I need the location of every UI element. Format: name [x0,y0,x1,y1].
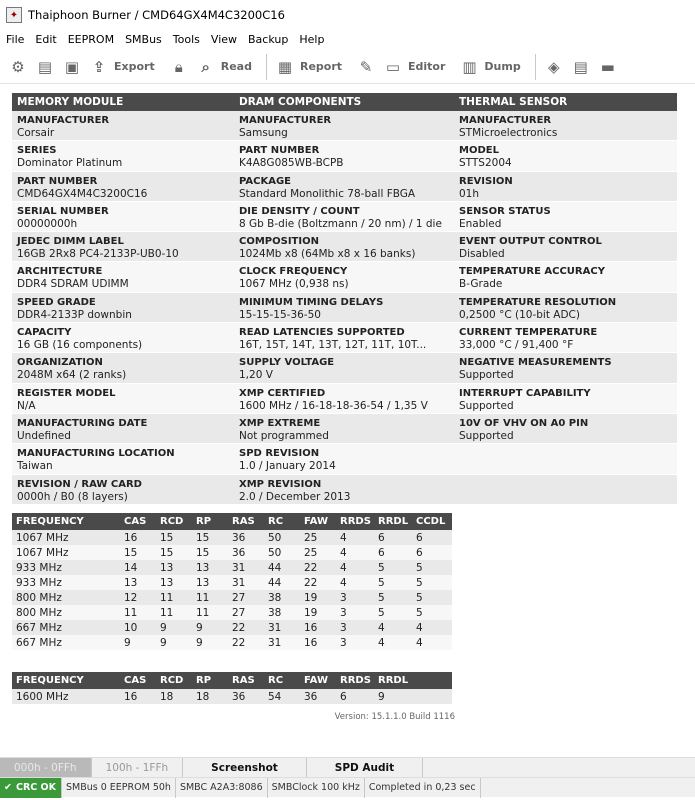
field-value[interactable]: 0,2500 °C (10-bit ADC) [459,308,580,321]
field-label: PART NUMBER [17,175,98,187]
table-cell: 14 [120,560,156,575]
table-cell: 5 [412,560,452,575]
table-cell: 15 [156,530,192,545]
menu-bar [0,30,695,48]
memory-module-row [12,293,234,323]
table-cell: 13 [156,575,192,590]
chip-icon[interactable]: ◈ [547,57,560,76]
thermal-sensor-row [454,232,677,262]
field-value[interactable]: N/A [17,399,36,412]
menu-eeprom[interactable]: EEPROM [67,32,115,46]
smbus-status: SMBus 0 EEPROM 50h [62,778,176,798]
table-cell: 800 MHz [12,590,120,605]
field-value[interactable]: Supported [459,369,514,382]
tab-000h-0ffh[interactable]: 000h - 0FFh [0,758,92,778]
table-cell: 25 [300,530,336,545]
field-value[interactable]: 01h [459,187,480,200]
crc-label: CRC OK [15,781,56,793]
table-cell: 22 [300,575,336,590]
table-cell: 11 [192,605,228,620]
field-value[interactable]: 1,20 V [239,369,273,382]
editor-label: Editor [408,60,446,73]
table-cell: 933 MHz [12,575,120,590]
status-bar [0,777,695,797]
table-cell: 6 [374,545,412,560]
window-title: Thaiphoon Burner / CMD64GX4M4C3200C16 [28,8,285,22]
dump-icon: ▥ [462,57,477,76]
field-label: SPEED GRADE [17,296,96,308]
tab-screenshot[interactable]: Screenshot [183,758,307,778]
thermal-sensor-row [454,111,677,141]
field-label: ARCHITECTURE [17,266,103,278]
table-cell: 1067 MHz [12,530,120,545]
column-header: RC [264,672,300,689]
toolbar-separator [266,54,267,80]
app-icon: ✦ [6,7,22,23]
table-row[interactable] [12,635,452,650]
editor-icon: ▭ [385,57,401,76]
table-cell: 5 [412,605,452,620]
table-header-row [12,672,452,689]
lock-icon[interactable]: 🔒︎ [174,57,183,76]
tools-icon[interactable]: ⚙ [11,57,25,76]
table-cell: 4 [336,575,374,590]
field-label: CAPACITY [17,327,72,339]
field-value[interactable]: STTS2004 [459,157,512,170]
thermal-sensor-row [454,141,677,171]
field-label: JEDEC DIMM LABEL [17,236,124,248]
table-header-row [12,513,452,530]
memory-module-row [12,172,234,202]
memory-module-row [12,353,234,383]
field-label: DIE DENSITY / COUNT [239,205,360,217]
table-cell: 5 [374,560,412,575]
column-header: CAS [120,672,156,689]
column-header: FREQUENCY [12,672,120,689]
table-cell: 1600 MHz [12,689,120,704]
field-value[interactable]: 16 GB (16 components) [17,339,143,352]
tab-100h-1ffh[interactable]: 100h - 1FFh [92,758,184,778]
table-row[interactable] [12,620,452,635]
field-value[interactable]: 2.0 / December 2013 [239,490,351,503]
table-row[interactable] [12,590,452,605]
field-value[interactable]: STMicroelectronics [459,127,558,139]
table-cell: 36 [228,530,264,545]
menu-help[interactable]: Help [299,32,325,46]
wrench-icon[interactable]: ✎ [359,57,373,76]
table-row[interactable] [12,575,452,590]
menu-backup[interactable]: Backup [248,32,289,46]
table-cell: 18 [156,689,192,704]
document-icon[interactable]: ▤ [573,57,588,76]
jedec-timings-table [12,513,452,650]
field-label: PART NUMBER [239,145,320,157]
table-cell: 5 [412,590,452,605]
column-header: CAS [120,513,156,530]
table-cell: 38 [264,605,300,620]
field-value[interactable]: 33,000 °C / 91,400 °F [459,339,574,352]
dram-components-column [234,93,454,505]
field-label: MANUFACTURING LOCATION [17,448,175,460]
field-label: MINIMUM TIMING DELAYS [239,296,384,308]
thermal-sensor-row [454,384,677,414]
dram-components-row [234,384,454,414]
thermal-sensor-row [454,262,677,292]
table-row[interactable] [12,689,452,704]
table-cell: 667 MHz [12,635,120,650]
table-cell: 933 MHz [12,560,120,575]
table-cell: 22 [300,560,336,575]
empty-row [454,444,677,474]
field-value[interactable]: 2048M x64 (2 ranks) [17,369,127,382]
field-label: XMP CERTIFIED [239,387,326,399]
dram-components-row [234,232,454,262]
field-label: PACKAGE [239,175,292,187]
table-cell: 27 [228,590,264,605]
report-label: Report [299,60,343,73]
export-label: Export [114,60,155,73]
memory-module-header: MEMORY MODULE [12,93,234,111]
field-value[interactable]: 00000000h [17,217,78,230]
field-label: SUPPLY VOLTAGE [239,357,335,369]
column-header: RRDS [336,513,374,530]
field-label: SENSOR STATUS [459,205,551,217]
table-cell: 13 [192,575,228,590]
column-header: RRDS [336,672,374,689]
field-label: INTERRUPT CAPABILITY [459,387,591,399]
table-cell: 6 [412,545,452,560]
field-value[interactable]: B-Grade [459,278,503,291]
table-cell: 54 [264,689,300,704]
menu-edit[interactable]: Edit [35,32,57,46]
table-cell: 15 [192,530,228,545]
field-label: TEMPERATURE RESOLUTION [459,296,617,308]
field-value[interactable]: DDR4 SDRAM UDIMM [17,278,129,291]
table-cell: 15 [156,545,192,560]
table-cell: 16 [300,635,336,650]
menu-tools[interactable]: Tools [172,32,200,46]
dump-label: Dump [484,60,521,73]
dram-components-row [234,475,454,505]
dram-components-header: DRAM COMPONENTS [234,93,454,111]
table-cell: 3 [336,620,374,635]
toolbar-separator [535,54,536,80]
field-value[interactable]: 0000h / B0 (8 layers) [17,490,128,503]
version-label: Version: 15.1.1.0 Build 1116 [334,712,455,722]
dram-components-row [234,323,454,353]
table-cell: 22 [228,635,264,650]
memory-module-row [12,202,234,232]
field-value[interactable]: 1024Mb x8 (64Mb x8 x 16 banks) [239,248,416,261]
table-cell: 13 [192,560,228,575]
table-cell: 31 [228,560,264,575]
table-cell: 15 [192,545,228,560]
thermal-sensor-header: THERMAL SENSOR [454,93,677,111]
table-cell: 9 [120,635,156,650]
table-row[interactable] [12,545,452,560]
field-value[interactable]: 16T, 15T, 14T, 13T, 12T, 11T, 10T... [239,339,427,352]
column-header: RC [264,513,300,530]
table-cell: 22 [228,620,264,635]
field-label: CLOCK FREQUENCY [239,266,348,278]
table-cell: 4 [374,620,412,635]
table-cell: 44 [264,575,300,590]
table-cell: 6 [374,530,412,545]
field-value[interactable]: 1.0 / January 2014 [239,460,336,473]
field-label: MANUFACTURING DATE [17,417,148,429]
field-label: MANUFACTURER [459,115,552,126]
field-value[interactable]: Taiwan [17,460,53,473]
table-cell: 12 [120,590,156,605]
table-cell: 13 [120,575,156,590]
column-header: RCD [156,672,192,689]
dump-button[interactable] [459,57,520,77]
table-cell: 3 [336,605,374,620]
thermal-sensor-row [454,353,677,383]
table-cell: 44 [264,560,300,575]
column-header: RAS [228,672,264,689]
save-icon[interactable]: ▣ [64,57,80,76]
field-value[interactable]: Dominator Platinum [17,157,123,170]
table-cell: 6 [412,530,452,545]
table-row[interactable] [12,530,452,545]
field-label: TEMPERATURE ACCURACY [459,266,605,278]
memory-module-row [12,475,234,505]
export-icon: ⇪ [92,57,106,76]
column-header: CCDL [412,513,452,530]
table-cell: 36 [228,545,264,560]
xmp-timings-table [12,672,452,704]
table-cell: 9 [192,635,228,650]
memory-module-row [12,232,234,262]
table-cell: 800 MHz [12,605,120,620]
field-label: COMPOSITION [239,236,319,248]
table-cell: 4 [412,620,452,635]
screen-icon[interactable]: ▬ [600,57,615,76]
thermal-sensor-column [454,93,677,505]
field-value[interactable]: Samsung [239,127,288,139]
table-cell: 15 [120,545,156,560]
table-cell: 3 [336,635,374,650]
field-label: SERIAL NUMBER [17,205,109,217]
column-header: RRDL [374,672,412,689]
field-value[interactable]: Standard Monolithic 78-ball FBGA [239,187,416,200]
table-cell: 4 [412,635,452,650]
table-cell: 50 [264,545,300,560]
empty-row [454,475,677,505]
field-label: SERIES [17,145,57,157]
column-header: RAS [228,513,264,530]
table-cell: 13 [156,560,192,575]
table-cell: 9 [156,620,192,635]
table-cell: 5 [374,605,412,620]
thermal-sensor-row [454,414,677,444]
column-header: RP [192,672,228,689]
field-value[interactable]: CMD64GX4M4C3200C16 [17,187,148,200]
table-cell: 31 [264,635,300,650]
field-label: NEGATIVE MEASUREMENTS [459,357,612,369]
field-label: REVISION / RAW CARD [17,478,142,490]
table-row[interactable] [12,605,452,620]
field-label: READ LATENCIES SUPPORTED [239,327,405,339]
memory-module-column [12,93,234,505]
field-label: XMP EXTREME [239,417,321,429]
field-value[interactable]: Enabled [459,217,502,230]
table-cell: 9 [192,620,228,635]
menu-smbus[interactable]: SMBus [125,32,162,46]
thermal-sensor-row [454,202,677,232]
thermal-sensor-row [454,172,677,202]
smbclock-status: SMBClock 100 kHz [268,778,365,798]
dram-components-row [234,262,454,292]
thermal-sensor-row [454,293,677,323]
field-value[interactable]: 15-15-15-36-50 [239,308,321,321]
field-label: ORGANIZATION [17,357,103,369]
table-cell: 31 [264,620,300,635]
table-cell: 11 [156,605,192,620]
table-row[interactable] [12,560,452,575]
dram-components-row [234,414,454,444]
field-label: XMP REVISION [239,478,322,490]
field-value[interactable]: Undefined [17,429,71,442]
open-folder-icon[interactable]: ▤ [37,57,53,76]
tab-spd-audit[interactable]: SPD Audit [307,758,423,778]
field-value[interactable]: 8 Gb B-die (Boltzmann / 20 nm) / 1 die [239,217,442,230]
memory-module-row [12,323,234,353]
field-label: CURRENT TEMPERATURE [459,327,598,339]
field-value[interactable]: Disabled [459,248,505,261]
field-label: REGISTER MODEL [17,387,116,399]
menu-file[interactable]: File [6,32,25,46]
field-label: SPD REVISION [239,448,320,460]
tab-bar [0,757,695,777]
field-value[interactable]: Corsair [17,127,55,139]
memory-module-row [12,262,234,292]
table-cell: 4 [336,530,374,545]
column-header-empty [412,672,452,689]
dram-components-row [234,444,454,474]
field-label: MANUFACTURER [239,115,332,126]
table-cell: 50 [264,530,300,545]
field-label: REVISION [459,175,513,187]
table-cell: 10 [120,620,156,635]
column-header: FAW [300,672,336,689]
report-button[interactable] [275,57,342,77]
table-cell: 31 [228,575,264,590]
table-cell-empty [412,689,452,704]
memory-module-row [12,414,234,444]
dram-components-row [234,141,454,171]
table-cell: 38 [264,590,300,605]
completed-status: Completed in 0,23 sec [365,778,481,798]
memory-module-row [12,384,234,414]
field-value[interactable]: K4A8G085WB-BCPB [239,157,344,170]
table-cell: 11 [156,590,192,605]
table-cell: 9 [374,689,412,704]
memory-module-row [12,111,234,141]
read-icon: ⌕ [201,57,210,76]
field-value[interactable]: 16GB 2Rx8 PC4-2133P-UB0-10 [17,248,179,261]
table-cell: 27 [228,605,264,620]
memory-module-row [12,444,234,474]
dram-components-row [234,353,454,383]
table-cell: 6 [336,689,374,704]
read-button[interactable] [196,57,252,77]
table-cell: 3 [336,590,374,605]
editor-button[interactable] [383,57,445,77]
menu-view[interactable]: View [210,32,238,46]
crc-status [0,778,62,798]
field-value[interactable]: Supported [459,399,514,412]
dram-components-row [234,111,454,141]
table-cell: 11 [120,605,156,620]
title-bar [0,0,695,30]
column-header: RRDL [374,513,412,530]
column-header: RCD [156,513,192,530]
column-header: RP [192,513,228,530]
check-icon: ✔ [4,781,12,793]
export-button[interactable] [89,57,155,77]
column-header: FREQUENCY [12,513,120,530]
table-cell: 16 [300,620,336,635]
table-cell: 19 [300,590,336,605]
memory-module-row [12,141,234,171]
table-cell: 16 [120,530,156,545]
table-cell: 667 MHz [12,620,120,635]
table-cell: 9 [156,635,192,650]
dram-components-row [234,172,454,202]
column-header: FAW [300,513,336,530]
dram-components-row [234,293,454,323]
table-cell: 5 [374,575,412,590]
table-cell: 5 [412,575,452,590]
field-label: MODEL [459,145,499,157]
table-cell: 4 [374,635,412,650]
table-cell: 36 [300,689,336,704]
toolbar [0,50,695,84]
table-cell: 36 [228,689,264,704]
table-cell: 16 [120,689,156,704]
field-label: 10V OF VHV ON A0 PIN [459,417,589,429]
field-value[interactable]: 1067 MHz (0,938 ns) [239,278,349,291]
table-cell: 4 [336,560,374,575]
smbc-status: SMBC A2A3:8086 [176,778,268,798]
table-cell: 25 [300,545,336,560]
field-value[interactable]: DDR4-2133P downbin [17,308,132,321]
field-label: EVENT OUTPUT CONTROL [459,236,602,248]
table-cell: 11 [192,590,228,605]
thermal-sensor-row [454,323,677,353]
report-icon: ▦ [277,57,293,76]
table-cell: 19 [300,605,336,620]
read-label: Read [220,60,252,73]
table-cell: 1067 MHz [12,545,120,560]
table-cell: 18 [192,689,228,704]
table-cell: 5 [374,590,412,605]
table-cell: 4 [336,545,374,560]
field-value[interactable]: 1600 MHz / 16-18-18-36-54 / 1,35 V [239,399,428,412]
field-value[interactable]: Supported [459,429,514,442]
dram-components-row [234,202,454,232]
field-label: MANUFACTURER [17,115,110,126]
field-value[interactable]: Not programmed [239,429,329,442]
